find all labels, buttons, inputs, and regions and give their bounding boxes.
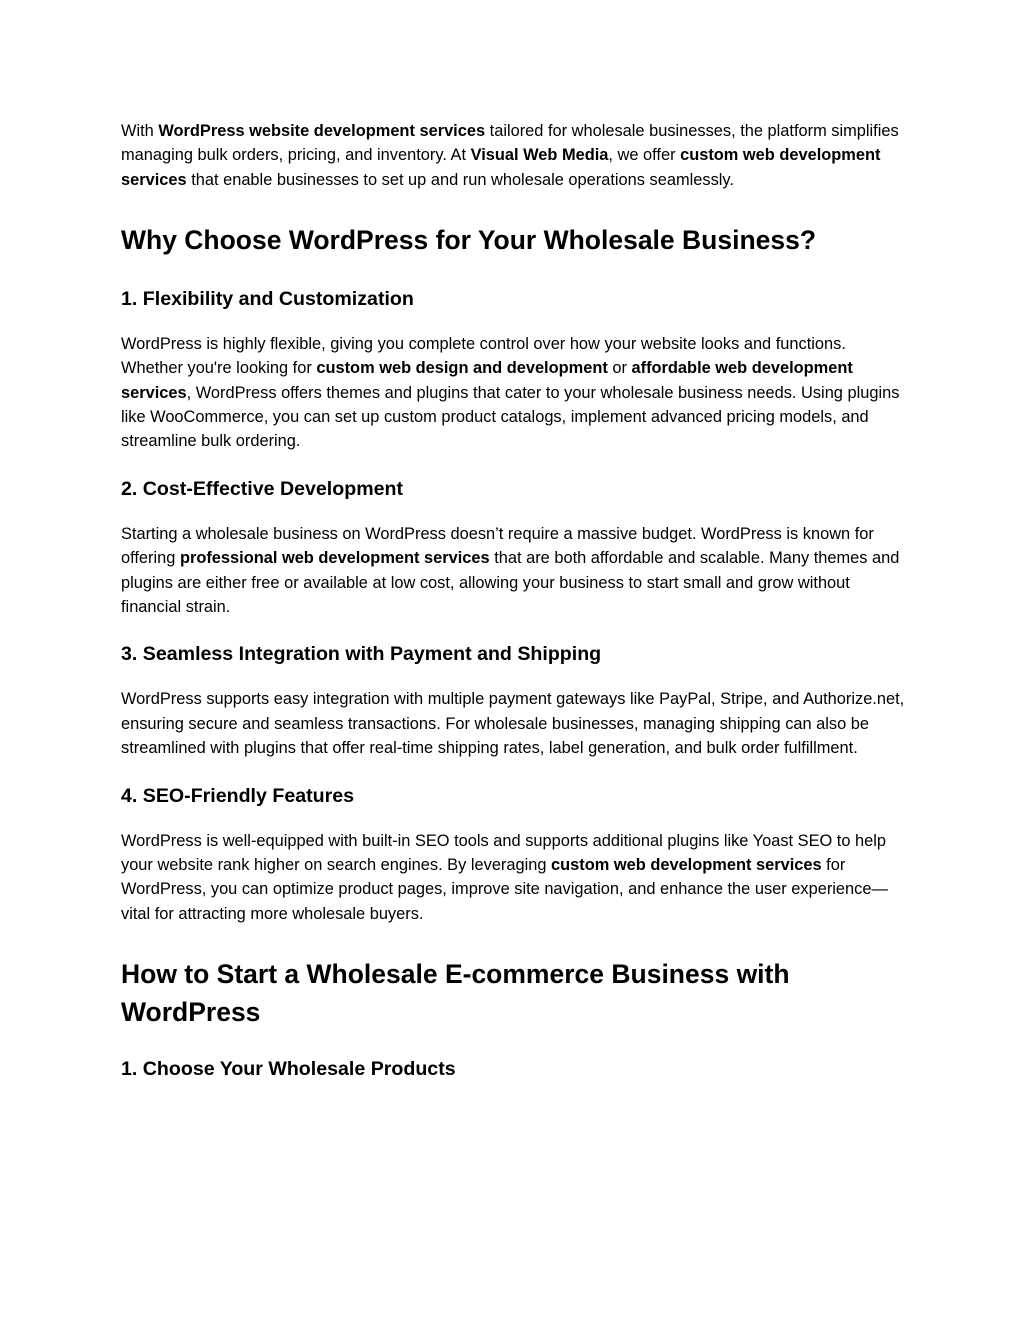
seo-text-2: for WordPress, you can optimize product pages, improve site navigation, and enhance the user experience—vital for attracting more wholesale buyers. bbox=[121, 856, 888, 923]
flexibility-bold-2: affordable web development services bbox=[121, 359, 853, 402]
flexibility-text-1: WordPress is highly flexible, giving you complete control over how your website looks and functions. Whether you're looking for bbox=[121, 334, 846, 378]
intro-bold-2: Visual Web Media bbox=[470, 146, 609, 165]
intro-paragraph bbox=[121, 119, 911, 192]
seo-bold-1: custom web development services bbox=[551, 856, 822, 874]
heading-cost-effective: 2. Cost-Effective Development bbox=[121, 477, 404, 500]
flexibility-text-2: or bbox=[607, 359, 632, 378]
intro-text-2: tailored for wholesale businesses, the platform simplifies managing bulk orders, pricing, and inventory. At bbox=[121, 122, 899, 165]
heading-seamless-integration: 3. Seamless Integration with Payment and Shipping bbox=[121, 643, 602, 666]
intro-bold-1: WordPress website development services bbox=[158, 122, 486, 140]
intro-text-1: With bbox=[121, 122, 159, 140]
heading-how-to-start: How to Start a Wholesale E-commerce Business with WordPress bbox=[121, 959, 790, 1027]
seamless-text-1: WordPress supports easy integration with multiple payment gateways like PayPal, Stripe, and Authorize.net, ensuring secure and seamless transactions. For wholesale businesses, managing shipping can also be streamlined with plugins that offer real-time shipping rates, label generation, and bulk order fulfillment. bbox=[121, 690, 905, 758]
cost-text-1: Starting a wholesale business on WordPress doesn’t require a massive budget. WordPress is known for offering bbox=[121, 524, 874, 568]
flexibility-bold-1: custom web design and development bbox=[316, 359, 608, 378]
intro-text-3: , we offer bbox=[608, 146, 681, 165]
cost-bold-1: professional web development services bbox=[179, 549, 490, 568]
heading-why-choose-wordpress: Why Choose WordPress for Your Wholesale Business? bbox=[121, 225, 817, 256]
seo-text-1: WordPress is well-equipped with built-in SEO tools and supports additional plugins like Yoast SEO to help your website rank higher on search engines. By leveraging bbox=[121, 831, 887, 874]
heading-choose-products: 1. Choose Your Wholesale Products bbox=[121, 1058, 456, 1081]
paragraph-flexibility bbox=[121, 332, 911, 454]
flexibility-text-3: , WordPress offers themes and plugins that cater to your wholesale business needs. Using plugins like WooCommerce, you can set up custom product catalogs, implement advanced pricing models, and streamline bulk ordering. bbox=[121, 383, 900, 451]
paragraph-cost-effective bbox=[121, 522, 911, 620]
paragraph-seamless-integration bbox=[121, 687, 911, 760]
heading-flexibility: 1. Flexibility and Customization bbox=[121, 287, 414, 310]
intro-text-4: that enable businesses to set up and run wholesale operations seamlessly. bbox=[186, 170, 734, 189]
heading-seo-friendly: 4. SEO-Friendly Features bbox=[121, 784, 355, 807]
document-page bbox=[121, 119, 911, 1082]
paragraph-seo-friendly bbox=[121, 829, 911, 927]
intro-bold-3: custom web development services bbox=[121, 146, 881, 189]
cost-text-2: that are both affordable and scalable. Many themes and plugins are either free or available at low cost, allowing your business to start small and grow without financial strain. bbox=[121, 549, 900, 616]
